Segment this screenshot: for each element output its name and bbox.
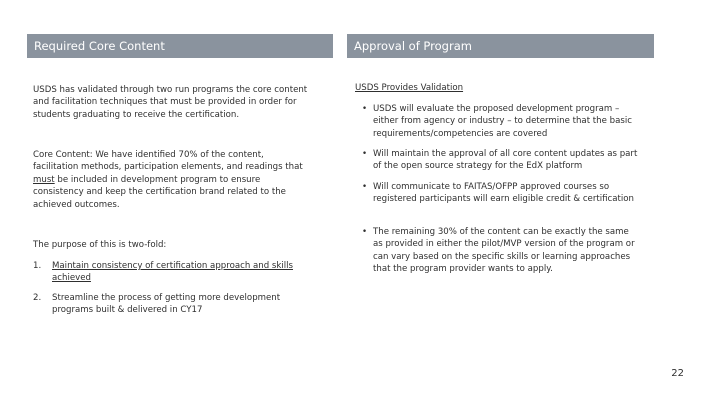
- purpose-item: [33, 260, 308, 285]
- core-content-text-end: be included in development program to ensure consistency and keep the certification brand related to the achieved outcomes.: [33, 174, 286, 210]
- intro-paragraph: USDS has validated through two run programs the core content and facilitation techniques that must be provided in order for students graduating to receive the certification.: [33, 85, 308, 120]
- purpose-number: 2.: [33, 293, 42, 303]
- purpose-text: Streamline the process of getting more development programs built & delivered in CY17: [52, 293, 281, 316]
- approval-of-program-header: Approval of Program: [347, 34, 654, 58]
- core-content-emphasis: must: [33, 174, 55, 185]
- core-content-paragraph: [33, 149, 308, 211]
- validation-bullet-3: [359, 181, 639, 206]
- bullet-item: • USDS will evaluate the proposed development program – either from agency or industry – to determine that the basic requirements/competencies are covered: [359, 103, 639, 140]
- purpose-list: [33, 260, 308, 285]
- purpose-text: Maintain consistency of certification approach and skills achieved: [52, 261, 293, 284]
- validation-subheading: USDS Provides Validation: [355, 83, 464, 93]
- validation-bullet-4: [359, 226, 639, 276]
- required-core-content-header: Required Core Content: [27, 34, 333, 58]
- validation-bullet-2: [359, 148, 639, 173]
- validation-bullet-1: [359, 103, 639, 140]
- bullet-item: • The remaining 30% of the content can be exactly the same as provided in either the pilot/MVP version of the program or can vary based on the specific skills or learning approaches that the program provider wants to apply.: [359, 226, 639, 276]
- purpose-intro: The purpose of this is two-fold:: [33, 240, 167, 250]
- purpose-item: [33, 292, 308, 317]
- bullet-item: • Will communicate to FAITAS/OFPP approved courses so registered participants will earn eligible credit & certification: [359, 181, 639, 206]
- page-number: 22: [671, 368, 684, 379]
- purpose-list-2: [33, 292, 308, 317]
- bullet-item: • Will maintain the approval of all core content updates as part of the open source strategy for the EdX platform: [359, 148, 639, 173]
- purpose-number: 1.: [33, 261, 42, 271]
- core-content-text-start: Core Content: We have identified 70% of the content, facilitation methods, participation elements, and readings that: [33, 150, 303, 173]
